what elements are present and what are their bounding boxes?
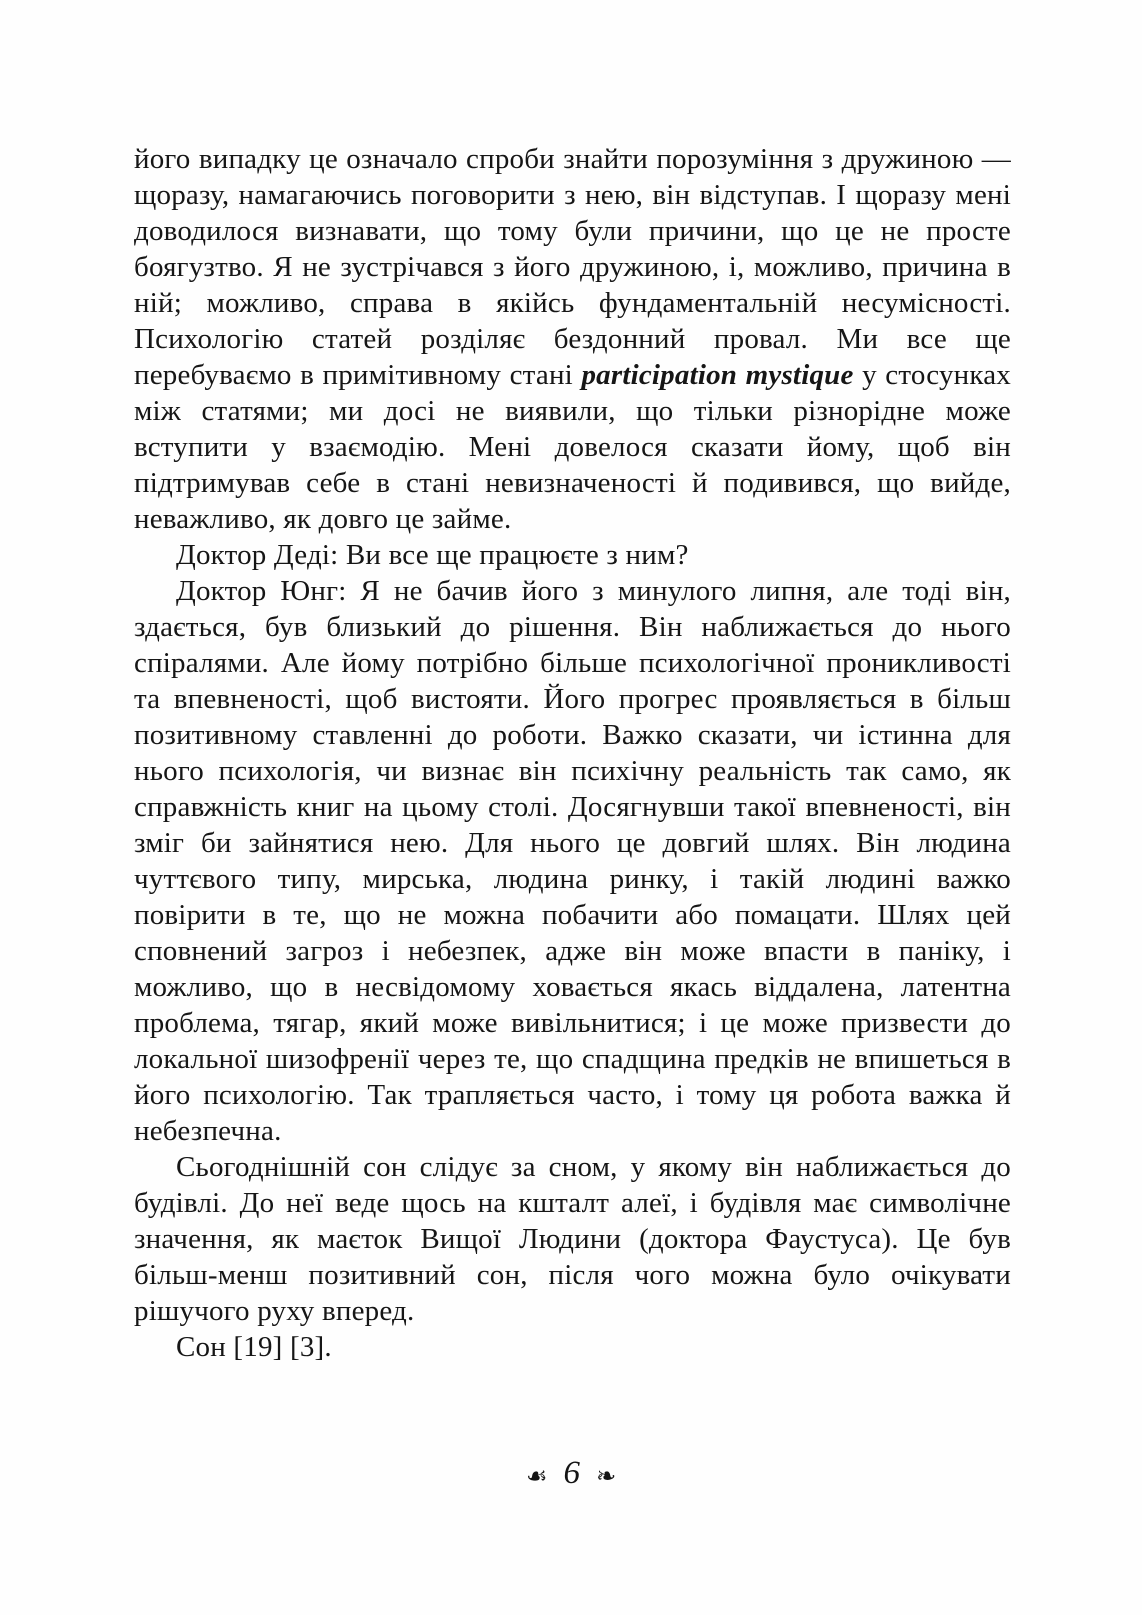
floral-ornament-right-icon: ❧ (595, 1462, 617, 1490)
page-number: 6 (563, 1454, 580, 1491)
paragraph-text: у стосунках між статями; ми досі не виявили, що тільки різнорідне може вступити у взаємодію. Мені довелося сказати йому, щоб він підтримував себе в стані невизначеності й подивився, що вийде, неважливо, як довго це займе. (134, 359, 1011, 535)
paragraph-text: його випадку це означало спроби знайти порозуміння з дружиною — щоразу, намагаючись поговорити з нею, він відступав. І щоразу мені доводилося визнавати, що тому були причини, що це не просте боягузтво. Я не зустрічався з його дружиною, і, можливо, причина в ній; можливо, справа в якійсь фундаментальній несумісності. Психологію статей розділяє бездонний провал. Ми все ще перебуваємо в примітивному стані (134, 143, 1011, 391)
page-text-block (134, 141, 1011, 1365)
floral-ornament-left-icon: ☙ (525, 1462, 548, 1490)
paragraph-doctor-jung: Доктор Юнг: Я не бачив його з минулого липня, але тоді він, здається, був близький до рішення. Він наближається до нього спіралями. Але йому потрібно більше психологічної проникливості та впевненості, щоб вистояти. Його прогрес проявляється в більш позитивному ставленні до роботи. Важко сказати, чи істинна для нього психологія, чи визнає він психічну реальність так само, як справжність книг на цьому столі. Досягнувши такої впевненості, він зміг би зайнятися нею. Для нього це довгий шлях. Він людина чуттєвого типу, мирська, людина ринку, і такій людині важко повірити в те, що не можна побачити або помацати. Шлях цей сповнений загроз і небезпек, адже він може впасти в паніку, і можливо, що в несвідомому ховається якась віддалена, латентна проблема, тягар, який може вивільнитися; і це може призвести до локальної шизофренії через те, що спадщина предків не впишеться в його психологію. Так трапляється часто, і тому ця робота важка й небезпечна. (134, 575, 1011, 1147)
emphasis-latin-phrase: participation mystique (581, 359, 854, 391)
paragraph-doctor-dedi: Доктор Деді: Ви все ще працюєте з ним? (176, 539, 689, 571)
page-footer (0, 1447, 1142, 1499)
paragraph-dream-description: Сьогоднішній сон слідує за сном, у якому він наближається до будівлі. До неї веде щось на кшталт алеї, і будівля має символічне значення, як маєток Вищої Людини (доктора Фаустуса). Це був більш-менш позитивний сон, після чого можна було очікувати рішучого руху вперед. (134, 1151, 1011, 1327)
paragraph-continued (134, 141, 1011, 537)
paragraph-dream-reference: Сон [19] [3]. (176, 1331, 332, 1363)
